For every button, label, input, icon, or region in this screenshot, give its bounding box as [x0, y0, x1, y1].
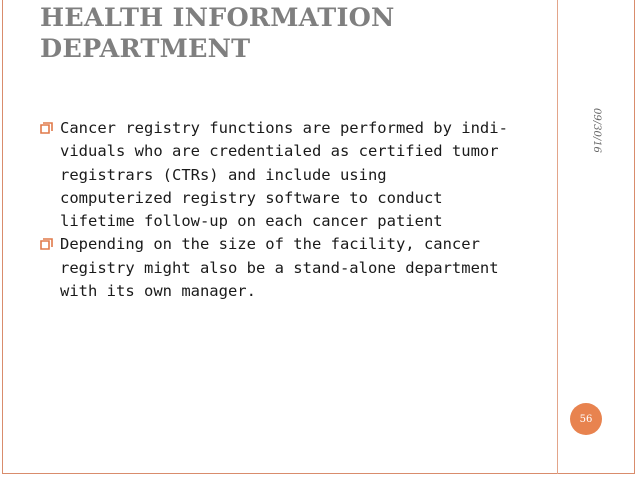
bullet-1-line-3: registrars (CTRs) and include using [60, 165, 387, 184]
page-number: 56 [579, 413, 593, 425]
bullet-item-2 [40, 233, 540, 303]
bullet-1-line-5: lifetime follow-up on each cancer patient [60, 212, 443, 231]
slide-divider-line [557, 0, 558, 474]
bullet-1-line-2: viduals who are credentialed as certified tumor [60, 142, 499, 161]
title-line-2: DEPARTMENT [40, 34, 251, 64]
bullet-2-line-2: registry might also be a stand-alone department [60, 258, 499, 277]
page-number-badge [570, 403, 602, 435]
bullet-1-line-1: Cancer registry functions are performed by indi- [60, 119, 508, 137]
bullet-1-line-4: computerized registry software to conduct [60, 188, 443, 207]
bullet-item-1 [40, 117, 540, 233]
bullet-list [40, 117, 540, 303]
bullet-2-line-1: Depending on the size of the facility, cancer [60, 235, 480, 254]
open-box-bullet-icon [40, 233, 56, 256]
title-line-1: HEALTH INFORMATION [40, 3, 395, 33]
open-box-bullet-icon [40, 117, 56, 140]
date-container [588, 108, 602, 156]
bullet-2-line-3: with its own manager. [60, 282, 256, 301]
slide-title [40, 3, 540, 65]
slide-date: 09/30/16 [591, 108, 602, 153]
